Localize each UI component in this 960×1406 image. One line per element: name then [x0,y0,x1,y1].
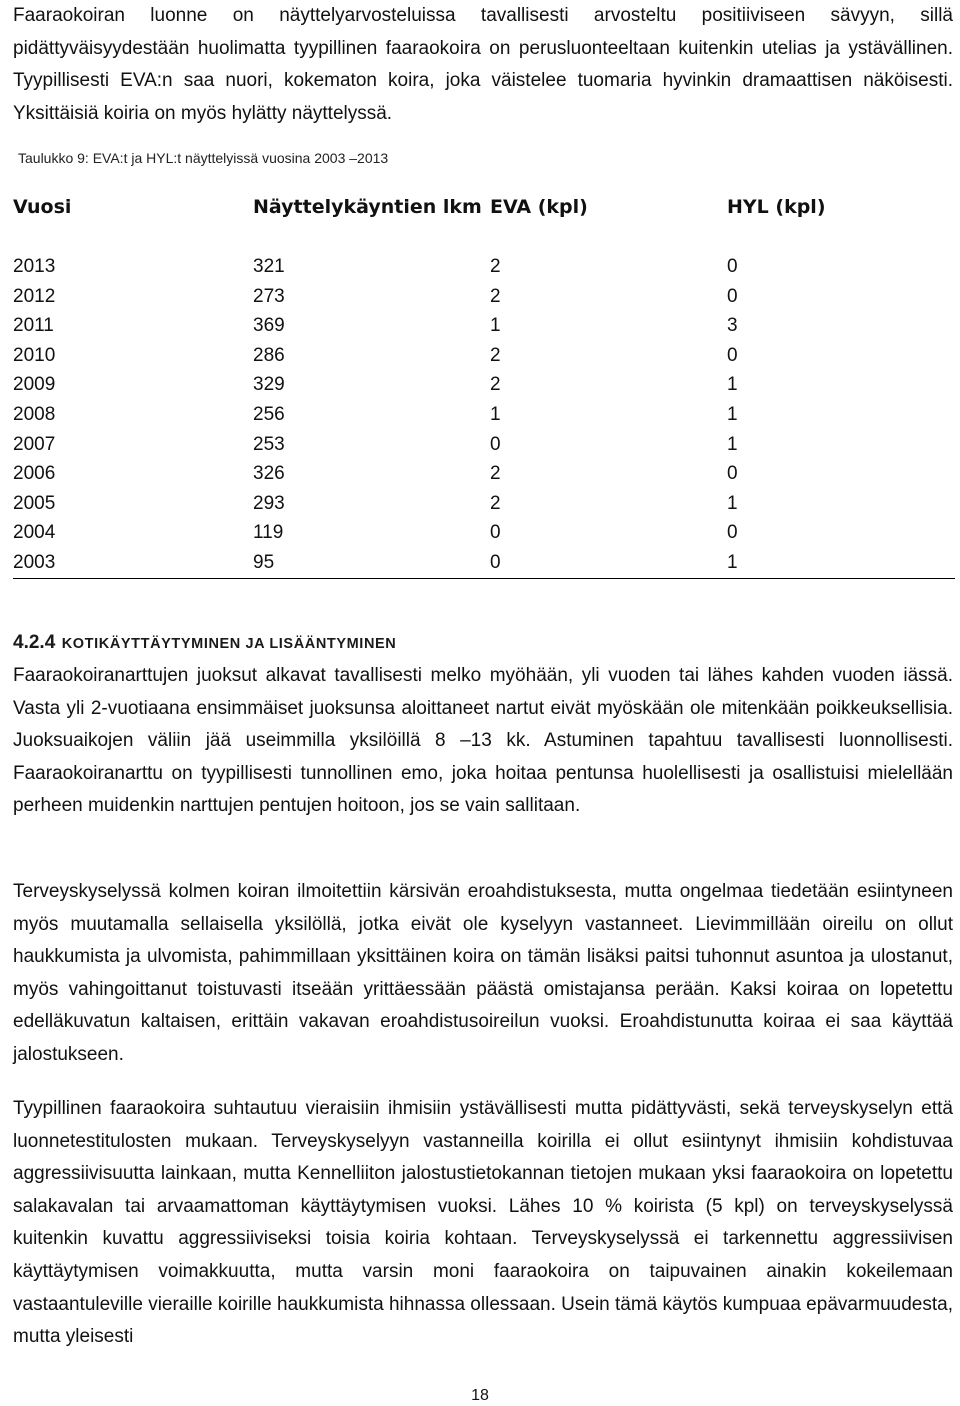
cell-hyl: 1 [727,433,738,455]
cell-eva: 1 [490,315,501,337]
table-row [13,548,955,578]
cell-show-visits: 293 [253,492,285,514]
cell-hyl: 0 [727,463,738,485]
cell-show-visits: 119 [253,522,284,544]
cell-show-visits: 286 [253,344,285,366]
cell-eva: 0 [490,522,501,544]
cell-year: 2010 [13,344,56,366]
cell-hyl: 0 [727,256,738,277]
table-caption: Taulukko 9: EVA:t ja HYL:t näyttelyissä vuosina 2003 –2013 [18,150,389,166]
cell-show-visits: 95 [253,548,490,578]
cell-hyl: 1 [727,374,738,396]
table-row [13,518,955,548]
table-row [13,489,955,519]
cell-show-visits: 329 [253,374,285,396]
cell-eva: 2 [490,256,501,277]
behaviour-paragraph: Tyypillinen faaraokoira suhtautuu vieraisiin ihmisiin ystävällisesti mutta pidättyvästi, sekä terveyskyselyn että luonnetestitulosten mukaan. Terveyskyselyyn vastanneilla koirilla ei ollut esiintynyt ihmisiin kohdistuvaa aggressiivisuutta lainkaan, mutta Kennelliiton jalostustietokannan tietojen mukaan yksi faaraokoira on lopetettu salakavalan tai arvaamattoman käyttäytymisen vuoksi. Lähes 10 % koirista (5 kpl) on terveyskyselyssä kuitenkin kuvattu aggressiiviseksi toisia koiria kohtaan. Terveyskyselyssä ei tarkennettu aggressiivisen käyttäytymisen voimakkuutta, mutta varsin moni faaraokoira on taipuvainen ainakin kokeilemaan vastaantuleville vieraille koirille haukkumista hihnassa ollessaan. Usein tämä käytös kumpuaa epävarmuudesta, mutta yleisesti [13,1098,953,1348]
cell-eva: 2 [490,285,501,307]
cell-eva: 2 [490,492,501,514]
cell-eva: 1 [490,403,501,425]
table-header-row [13,193,955,252]
reproduction-paragraph: Faaraokoiranarttujen juoksut alkavat tavallisesti melko myöhään, yli vuoden tai lähes kahden vuoden iässä. Vasta yli 2-vuotiaana ensimmäiset juoksunsa aloittaneet nartut eivät myöskään ole mitenkään poikkeuksellisia. Juoksuaikojen väliin jää useimmilla yksilöillä 8 –13 kk. Astuminen tapahtuu tavallisesti luonnollisesti. Faaraokoiranarttu on tyypillisesti tunnollinen emo, joka hoitaa pentunsa huolellisesti ja osallistuisi mielellään perheen muidenkin narttujen pentujen hoitoon, jos se vain sallitaan. [13,665,953,817]
cell-year: 2007 [13,433,56,455]
page-number: 18 [471,1387,489,1404]
table-row [13,400,955,430]
cell-year: 2012 [13,285,56,307]
table-row [13,341,955,371]
section-heading [13,632,396,654]
cell-year: 2005 [13,492,56,514]
cell-show-visits: 256 [253,403,285,425]
header-eva: EVA (kpl) [490,196,588,218]
cell-hyl: 1 [727,492,738,514]
table-row [13,282,955,312]
cell-show-visits: 273 [253,285,285,307]
table-row [13,459,955,489]
table-row [13,430,955,460]
header-hyl: HYL (kpl) [727,196,826,218]
cell-hyl: 0 [727,344,738,366]
header-year: Vuosi [13,196,72,218]
cell-hyl: 3 [727,315,738,337]
section-title: KOTIKÄYTTÄYTYMINEN JA LISÄÄNTYMINEN [61,636,397,652]
cell-year: 2013 [13,256,56,277]
table-row [13,252,955,282]
cell-show-visits: 369 [253,315,285,337]
cell-show-visits: 326 [253,463,285,485]
intro-paragraph: Faaraokoiran luonne on näyttelyarvosteluissa tavallisesti arvosteltu positiiviseen sävyyn, sillä pidättyväisyydestään huolimatta tyypillinen faaraokoira on perusluonteeltaan kuitenkin utelias ja ystävällinen. Tyypillisesti EVA:n saa nuori, kokematon koira, joka väistelee tuomaria hyvinkin dramaattisen näköisesti. Yksittäisiä koiria on myös hylätty näyttelyssä. [13,5,953,124]
cell-year: 2009 [13,374,56,396]
eva-hyl-table [13,193,955,579]
cell-eva: 2 [490,344,501,366]
cell-show-visits: 321 [253,256,285,277]
cell-year: 2006 [13,463,56,485]
cell-show-visits: 253 [253,433,285,455]
cell-year: 2008 [13,403,56,425]
cell-eva: 0 [490,548,727,578]
section-number: 4.2.4 [13,632,56,653]
cell-eva: 2 [490,374,501,396]
cell-eva: 2 [490,463,501,485]
cell-hyl: 1 [727,403,738,425]
table-body [13,252,955,578]
cell-year: 2003 [13,548,253,578]
cell-hyl: 1 [727,548,955,578]
cell-hyl: 0 [727,285,738,307]
cell-year: 2004 [13,522,56,544]
table-row [13,311,955,341]
cell-year: 2011 [13,315,54,337]
header-show-visits: Näyttelykäyntien lkm [253,196,482,218]
cell-eva: 0 [490,433,501,455]
health-survey-paragraph: Terveyskyselyssä kolmen koiran ilmoitettiin kärsivän eroahdistuksesta, mutta ongelmaa tiedetään esiintyneen myös muutamalla sellaisella yksilöllä, jotka eivät ole kyselyyn vastanneet. Lievimmillään oireilu on ollut haukkumista ja ulvomista, pahimmillaan yksittäinen koira on tämän lisäksi paitsi tuhonnut asuntoa ja ulostanut, myös vahingoittanut toistuvasti itseään yrittäessään päästä omistajansa perään. Kaksi koiraa on lopetettu edelläkuvatun kaltaisen, erittäin vakavan eroahdistusoireilun vuoksi. Eroahdistunutta koiraa ei saa käyttää jalostukseen. [13,881,953,1065]
cell-hyl: 0 [727,522,738,544]
table-row [13,370,955,400]
